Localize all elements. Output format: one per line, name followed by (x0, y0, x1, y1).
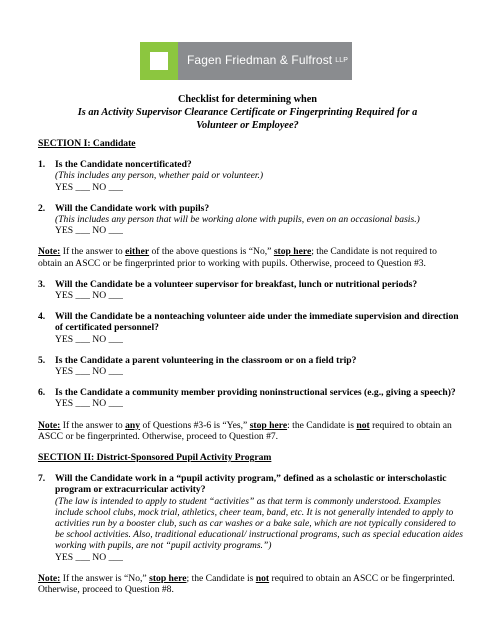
note-emphasis: any (125, 419, 141, 431)
yes-no-answer: YES ___ NO ___ (55, 551, 123, 563)
question-number: 2. (38, 202, 46, 214)
question-5 (38, 355, 463, 377)
title-line-3: Volunteer or Employee? (196, 120, 299, 131)
question-text: Will the Candidate be a nonteaching volunteer aide under the immediate supervision and direction of certificated personnel? (55, 311, 459, 334)
note-1 (38, 246, 463, 268)
yes-no-answer: YES ___ NO ___ (55, 181, 123, 193)
question-note: (This includes any person that will be working alone with pupils, even on an occasional basis.) (55, 214, 420, 226)
note-label: Note: (38, 572, 61, 584)
note-text: ; the Candidate is not required to obtain an ASCC or be fingerprinted prior to working with pupils. Otherwise, proceed to Question #3. (38, 246, 437, 269)
question-number: 5. (38, 354, 46, 366)
question-text: Is the Candidate a parent volunteering in the classroom or on a field trip? (55, 354, 357, 366)
question-4 (38, 311, 463, 345)
yes-no-answer: YES ___ NO ___ (55, 366, 123, 378)
yes-no-answer: YES ___ NO ___ (55, 398, 123, 410)
section-1-heading: SECTION I: Candidate (38, 138, 136, 149)
yes-no-answer: YES ___ NO ___ (55, 225, 123, 237)
question-number: 1. (38, 159, 46, 171)
question-text: Will the Candidate work with pupils? (55, 202, 210, 214)
question-number: 6. (38, 387, 46, 399)
question-text: Is the Candidate noncertificated? (55, 159, 192, 171)
note-emphasis: not (356, 419, 370, 431)
firm-logo (140, 42, 352, 80)
note-text: If the answer is “No,” (60, 572, 150, 584)
stop-here: stop here (149, 572, 187, 584)
title-line-2: Is an Activity Supervisor Clearance Certificate or Fingerprinting Required for a (77, 107, 418, 118)
note-emphasis: either (125, 246, 150, 258)
document-body (38, 138, 463, 595)
question-note: (This includes any person, whether paid or volunteer.) (55, 170, 264, 182)
question-number: 3. (38, 278, 46, 290)
section-2-heading: SECTION II: District-Sponsored Pupil Activity Program (38, 452, 272, 464)
note-label: Note: (38, 419, 61, 431)
document-title (60, 93, 435, 132)
question-note: (The law is intended to apply to student “activities” as that term is commonly understood. Examples include school clubs, mock trial, athletics, cheer team, band, etc. It is not generally intended to apply to activities run by a booster club, such as car washes or a bake sale, which are not typically considered to be school activities. Also, traditional educational/ instructional programs, such as special education aides working with pupils, are not “pupil activity programs.”) (55, 495, 463, 552)
yes-no-answer: YES ___ NO ___ (55, 290, 123, 302)
question-7 (38, 473, 463, 563)
question-text: Will the Candidate be a volunteer supervisor for breakfast, lunch or nutritional periods? (55, 278, 418, 290)
question-number: 7. (38, 473, 46, 485)
logo-square-icon (140, 42, 178, 80)
note-3 (38, 573, 463, 595)
logo-firm-name: Fagen Friedman & Fulfrost (187, 53, 333, 68)
note-text: of the above questions is “No,” (149, 246, 274, 258)
question-number: 4. (38, 311, 46, 323)
question-text: Is the Candidate a community member providing noninstructional services (e.g., giving a speech)? (55, 387, 456, 399)
stop-here: stop here (273, 246, 312, 258)
question-6 (38, 387, 463, 409)
note-text: ; the Candidate is (186, 572, 256, 584)
logo-wordmark (178, 42, 352, 80)
stop-here: stop here (249, 419, 288, 431)
title-line-1: Checklist for determining when (177, 94, 318, 105)
note-2 (38, 420, 463, 442)
logo-suffix: LLP (335, 57, 348, 65)
note-text: If the answer to (60, 419, 126, 431)
question-3 (38, 279, 463, 301)
note-label: Note: (38, 246, 61, 258)
yes-no-answer: YES ___ NO ___ (55, 333, 123, 345)
note-text: required to obtain an ASCC or be fingerprinted. Otherwise, proceed to Question #8. (38, 572, 455, 596)
note-text: If the answer to (60, 246, 126, 258)
question-2 (38, 203, 463, 237)
note-text: required to obtain an ASCC or be fingerprinted. Otherwise, proceed to Question #7. (38, 419, 452, 442)
question-1 (38, 159, 463, 193)
note-text: : the Candidate is (287, 419, 357, 431)
note-text: of Questions #3-6 is “Yes,” (140, 419, 250, 431)
question-text: Will the Candidate work in a “pupil activity program,” defined as a scholastic or interscholastic program or extracurricular activity? (55, 473, 447, 496)
note-emphasis: not (255, 572, 270, 584)
